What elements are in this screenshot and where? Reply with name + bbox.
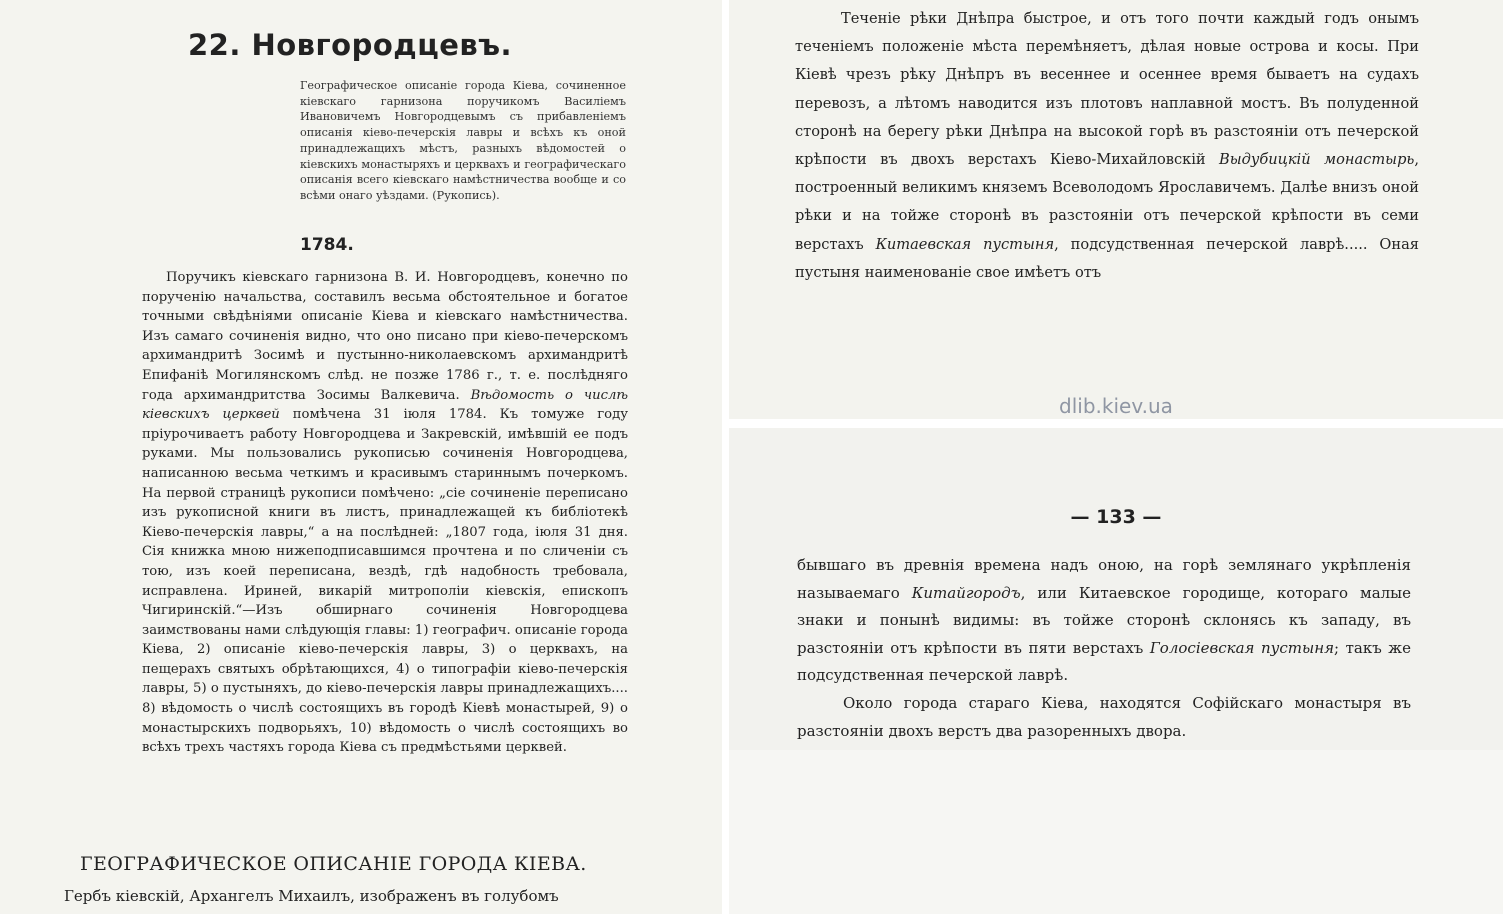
chapter-title: 22. Новгородцевъ.	[188, 28, 513, 62]
intro-italic-title: Вѣдомость о числѣ кіевскихъ церквей	[142, 387, 628, 423]
river-italic-1: Выдубицкій монастырь	[1219, 151, 1415, 169]
page-bottom-area	[729, 750, 1503, 914]
cont-text-1: бывшаго въ древнія времена надъ оною, на горѣ землянаго укрѣпленія называемаго	[797, 556, 1411, 602]
intro-paragraph	[142, 268, 628, 758]
river-italic-2: Китаевская пустыня	[875, 235, 1055, 253]
left-page	[0, 0, 722, 914]
intro-text-2: помѣчена 31 іюля 1784. Къ томуже году пріурочиваетъ работу Новгородцева и Закревскій, имѣвшій ее подъ руками. Мы пользовались рукописью сочиненія Новгородцева, написанною весьма четкимъ и красивымъ стариннымъ почеркомъ. На первой страницѣ рукописи помѣчено: „сіе сочиненіе переписано изъ рукописной книги въ листъ, принадлежащей къ библіотекѣ Кіево-печерскія лавры,“ а на послѣдней: „1807 года, іюля 31 дня. Сія книжка мною нижеподписавшимся прочтена и по сличеніи съ тою, изъ коей переписана, вездѣ, гдѣ надобность требовала, исправлена. Ириней, викарій митрополіи кіевскія, епископъ Чигиринскій.“—Изъ обширнаго сочиненія Новгородцева заимствованы нами слѣдующія главы: 1) географич. описаніе города Кіева, 2) описаніе кіево-печерскія лавры, 3) о церквахъ, на пещерахъ святыхъ обрѣтающихся, 4) о типографіи кіево-печерскія лавры, 5) о пустыняхъ, до кіево-печерскія лавры принадлежащихъ.... 8) вѣдомость о числѣ состоящихъ въ городѣ Кіевѣ монастырей, 9) о монастырскихъ подворьяхъ, 10) вѣдомость о числѣ состоящихъ во всѣхъ трехъ частяхъ города Кіева съ предмѣстьями церквей.	[142, 407, 628, 756]
section-heading: ГЕОГРАФИЧЕСКОЕ ОПИСАНІЕ ГОРОДА КІЕВА.	[80, 853, 587, 875]
cont-text-2: , или Китаевское городище, котораго малые знаки и понынѣ видимы: въ тойже сторонѣ склонясь къ западу, въ разстояніи отъ крѣпости въ пяти верстахъ	[797, 583, 1411, 657]
river-text-3: , подсудственная печерской лаврѣ..... Оная пустыня наименованіе свое имѣетъ отъ	[795, 235, 1420, 281]
river-paragraph	[795, 5, 1419, 287]
old-kiev-paragraph: Около города стараго Кіева, находятся Софійскаго монастыря въ разстояніи двохъ верстъ два разоренныхъ двора.	[797, 693, 1411, 740]
right-bottom-page	[729, 428, 1503, 914]
intro-text-1: Поручикъ кіевскаго гарнизона В. И. Новгородцевъ, конечно по порученію начальства, составилъ весьма обстоятельное и богатое точными свѣдѣніями описаніе Кіева и кіевскаго намѣстничества. Изъ самаго сочиненія видно, что оно писано при кіево-печерскомъ архимандритѣ Зосимѣ и пустынно-николаевскомъ архимандритѣ Епифаніѣ Могилянскомъ слѣд. не позже 1786 г., т. е. послѣдняго года архимандритства Зосимы Валкевича.	[142, 270, 628, 403]
chapter-year: 1784.	[300, 235, 354, 255]
continuation-paragraph	[797, 552, 1411, 690]
cont-text-3: ; такъ же подсудственная печерской лаврѣ.	[797, 638, 1411, 685]
continuation-text	[797, 552, 1411, 745]
cont-italic-2: Голосіевская пустыня	[1149, 638, 1335, 657]
site-watermark: dlib.kiev.ua	[1059, 394, 1173, 418]
cont-italic-1: Китайгородъ	[911, 583, 1021, 602]
right-top-page	[729, 0, 1503, 419]
page-number: — 133 —	[1070, 506, 1162, 528]
chapter-subtitle: Географическое описаніе города Кіева, сочиненное кіевскаго гарнизона поручикомъ Василіемъ Ивановичемъ Новгородцевымъ съ прибавленіемъ описанія кіево-печерскія лавры и всѣхъ къ оной принадлежащихъ мѣстъ, разныхъ вѣдомостей о кіевскихъ монастыряхъ и церквахъ и географическаго описанія всего кіевскаго намѣстничества вообще и со всѣми онаго уѣздами. (Рукопись).	[300, 79, 626, 202]
river-text-1: Теченіе рѣки Днѣпра быстрое, и отъ того почти каждый годъ онымъ теченіемъ положеніе мѣста перемѣняетъ, дѣлая новые острова и косы. При Кіевѣ чрезъ рѣку Днѣпръ въ весеннее и осеннее время бываетъ на судахъ перевозъ, а лѣтомъ наводится изъ плотовъ наплавной мостъ. Въ полуденной сторонѣ на берегу рѣки Днѣпра на высокой горѣ въ разстояніи отъ печерской крѣпости въ двохъ верстахъ Кіево-Михайловскій	[795, 10, 1419, 169]
river-text-2: , построенный великимъ княземъ Всеволодомъ Ярославичемъ. Далѣе внизъ оной рѣки и на тойже сторонѣ въ разстояніи отъ печерской крѣпости въ семи верстахъ	[795, 151, 1419, 253]
section-first-line: Гербъ кіевскій, Архангелъ Михаилъ, изображенъ въ голубомъ	[64, 887, 559, 905]
